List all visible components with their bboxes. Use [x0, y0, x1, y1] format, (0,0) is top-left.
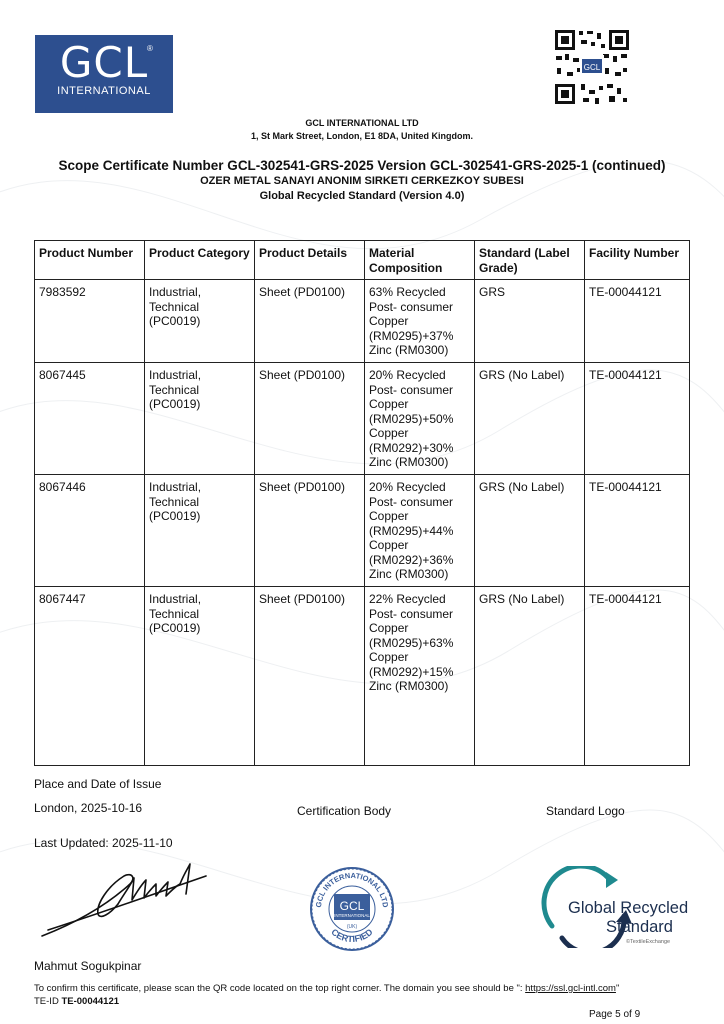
header-standard-label-grade: Standard (Label Grade) — [475, 241, 585, 280]
cell-material-composition: 22% Recycled Post- consumer Copper (RM0295)+63% Copper (RM0292)+15% Zinc (RM0300) — [365, 587, 475, 766]
organization-name: OZER METAL SANAYI ANONIM SIRKETI CERKEZKOY SUBESI — [200, 175, 524, 187]
header-product-number: Product Number — [35, 241, 145, 280]
te-id-value: TE-00044121 — [61, 996, 120, 1007]
seal-center-text: GCL — [339, 899, 365, 913]
scope-certificate-title: Scope Certificate Number GCL-302541-GRS-2025 Version GCL-302541-GRS-2025-1 (continued) — [58, 158, 666, 173]
global-recycled-standard-logo — [540, 866, 705, 948]
cell-facility-number: TE-00044121 — [585, 280, 690, 363]
confirm-note — [34, 983, 619, 994]
issuer-name: GCL INTERNATIONAL LTD — [305, 118, 419, 128]
cell-product-number: 7983592 — [35, 280, 145, 363]
verification-link[interactable]: https://ssl.gcl-intl.com — [525, 983, 616, 994]
last-updated: Last Updated: 2025-11-10 — [34, 836, 173, 850]
cell-product-details: Sheet (PD0100) — [255, 475, 365, 587]
cell-standard: GRS — [475, 280, 585, 363]
grs-logo-credit: ©TextileExchange — [626, 939, 671, 945]
place-date-value: London, 2025-10-16 — [34, 801, 143, 815]
cell-standard: GRS (No Label) — [475, 475, 585, 587]
cell-material-composition: 20% Recycled Post- consumer Copper (RM0295)+44% Copper (RM0292)+36% Zinc (RM0300) — [365, 475, 475, 587]
cell-product-category: Industrial, Technical (PC0019) — [145, 587, 255, 766]
logo-registered-mark: ® — [147, 44, 153, 53]
table-row — [35, 587, 690, 766]
standard-name: Global Recycled Standard (Version 4.0) — [259, 190, 465, 202]
header-material-composition: Material Composition — [365, 241, 475, 280]
cell-product-number: 8067447 — [35, 587, 145, 766]
cell-standard: GRS (No Label) — [475, 363, 585, 475]
logo-sub-text: INTERNATIONAL — [57, 85, 151, 97]
cell-product-category: Industrial, Technical (PC0019) — [145, 280, 255, 363]
signature-image — [38, 860, 208, 942]
cell-facility-number: TE-00044121 — [585, 363, 690, 475]
seal-top-text: GCL INTERNATIONAL LTD — [313, 870, 391, 908]
certified-seal — [309, 866, 395, 952]
te-id-line — [34, 996, 119, 1007]
seal-bottom-text: CERTIFIED — [329, 926, 375, 945]
confirm-note-text: To confirm this certificate, please scan the QR code located on the top right corner. The domain you see should be ": — [34, 983, 526, 994]
cell-facility-number: TE-00044121 — [585, 587, 690, 766]
cell-product-details: Sheet (PD0100) — [255, 363, 365, 475]
cell-product-number: 8067445 — [35, 363, 145, 475]
table-row — [35, 475, 690, 587]
svg-text:GCL: GCL — [583, 63, 601, 72]
header-product-category: Product Category — [145, 241, 255, 280]
cell-product-category: Industrial, Technical (PC0019) — [145, 363, 255, 475]
table-row — [35, 280, 690, 363]
seal-center-sub: INTERNATIONAL — [334, 913, 370, 918]
place-date-label: Place and Date of Issue — [34, 777, 162, 791]
cell-material-composition: 20% Recycled Post- consumer Copper (RM0295)+50% Copper (RM0292)+30% Zinc (RM0300) — [365, 363, 475, 475]
qr-code — [553, 28, 631, 106]
header-facility-number: Facility Number — [585, 241, 690, 280]
standard-logo-label: Standard Logo — [546, 804, 625, 818]
grs-logo-line2: Standard — [606, 918, 673, 936]
certification-body-label: Certification Body — [297, 804, 392, 818]
table-header-row — [35, 241, 690, 280]
cell-product-details: Sheet (PD0100) — [255, 280, 365, 363]
seal-uk-text: (UK) — [346, 924, 358, 930]
te-id-label: TE-ID — [34, 996, 62, 1007]
issuer-address: 1, St Mark Street, London, E1 8DA, United Kingdom. — [250, 131, 474, 141]
logo-main-text: GCL — [59, 38, 149, 87]
cell-product-number: 8067446 — [35, 475, 145, 587]
grs-logo-line1: Global Recycled — [568, 899, 689, 917]
cell-material-composition: 63% Recycled Post- consumer Copper (RM0295)+37% Zinc (RM0300) — [365, 280, 475, 363]
cell-product-details: Sheet (PD0100) — [255, 587, 365, 766]
page-number: Page 5 of 9 — [589, 1009, 641, 1020]
cell-standard: GRS (No Label) — [475, 587, 585, 766]
confirm-note-end: " — [615, 983, 620, 994]
cell-facility-number: TE-00044121 — [585, 475, 690, 587]
cell-product-category: Industrial, Technical (PC0019) — [145, 475, 255, 587]
table-row — [35, 363, 690, 475]
gcl-logo — [35, 35, 173, 113]
signatory-name: Mahmut Sogukpinar — [34, 959, 142, 973]
header-product-details: Product Details — [255, 241, 365, 280]
product-table — [34, 240, 690, 766]
